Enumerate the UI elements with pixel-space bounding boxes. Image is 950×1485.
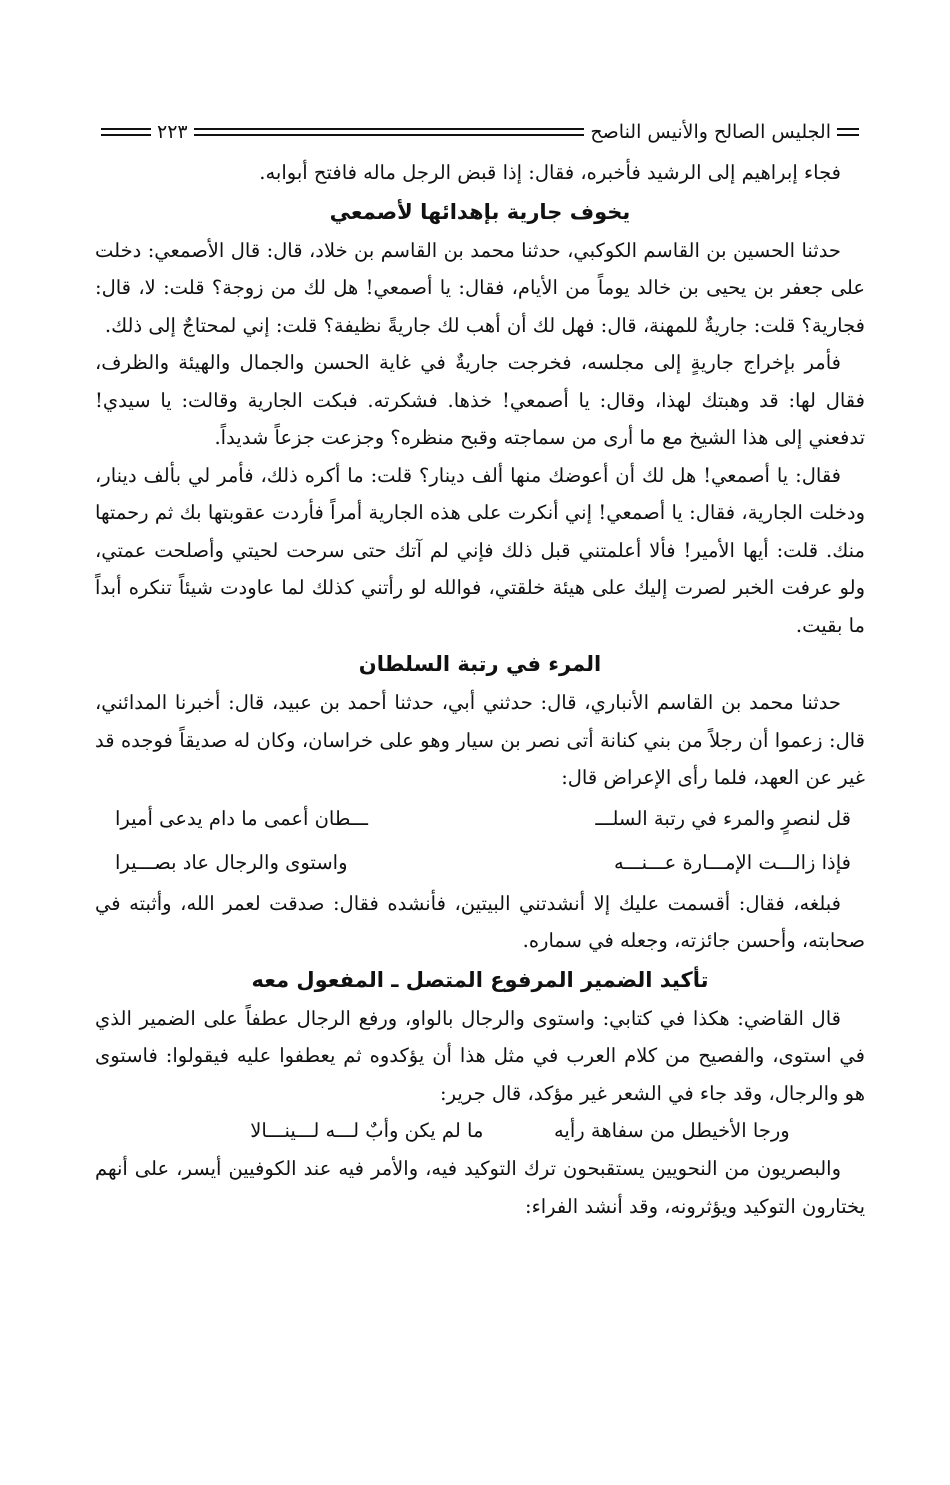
header-rule-right bbox=[837, 128, 859, 136]
header-rule-left bbox=[101, 128, 151, 136]
paragraph-2: فأمر بإخراج جاريةٍ إلى مجلسه، فخرجت جاريةٌ في غاية الحسن والجمال والهيئة والظرف، فقال لها: قد وهبتك لهذا، وقال: يا أصمعي! خذها. فشكرته. فبكت الجارية وقالت: يا سيدي! تدفعني إلى هذا الشيخ مع ما أرى من سماجته وقبح منظره؟ وجزعت جزعاً شديداً. bbox=[95, 351, 865, 449]
paragraph-3: فقال: يا أصمعي! هل لك أن أعوضك منها ألف دينار؟ قلت: ما أكره ذلك، فأمر لي بألف دينار، ودخلت الجارية، فقال: يا أصمعي! إني أنكرت على هذه الجارية أمراً فأردت عقوبتها بك ثم رحمتها منك. قلت: أيها الأمير! فألا أعلمتني قبل ذلك فإني لم آتك حتى سرحت لحيتي وأصلحت عمتي، ولو عرفت الخبر لصرت إليك على هيئة خلقتي، فوالله لو رأتني كذلك لما عاودت شيئاً تنكره أبداً ما بقيت. bbox=[95, 463, 865, 637]
book-page bbox=[95, 118, 865, 1225]
verse-3-second-hemistich: ما لم يكن وأبٌ لـــه لـــينـــالا bbox=[250, 1119, 484, 1142]
paragraph-4: حدثنا محمد بن القاسم الأنباري، قال: حدثني أبي، حدثنا أحمد بن عبيد، قال: أخبرنا المدائني، قال: زعموا أن رجلاً من بني كنانة أتى نصر بن سيار وهو على خراسان، وكان له صديقاً فوجده قد غير عن العهد، فلما رأى الإعراض قال: bbox=[95, 691, 865, 789]
verse-1-second-hemistich: ـــطان أعمى ما دام يدعى أميرا bbox=[115, 806, 369, 830]
section-heading-3: تأكيد الضمير المرفوع المتصل ـ المفعول معه bbox=[251, 967, 709, 992]
verse-3-first-hemistich: ورجا الأخيطل من سفاهة رأيه bbox=[553, 1119, 790, 1142]
header-rule-middle bbox=[194, 128, 585, 136]
paragraph-5: فبلغه، فقال: أقسمت عليك إلا أنشدتني البيتين، فأنشده فقال: صدقت لعمر الله، وأثبته في صحابته، وأحسن جائزته، وجعله في سماره. bbox=[95, 891, 865, 952]
paragraph-6: قال القاضي: هكذا في كتابي: واستوى والرجال بالواو، ورفع الرجال عطفاً على الضمير الذي في استوى، والفصيح من كلام العرب في مثل هذا أن يؤكدوه ثم يعطفوا عليه فيقولوا: فاستوى هو والرجال، وقد جاء في الشعر غير مؤكد، قال جرير: bbox=[95, 1006, 865, 1105]
verse-line-2 bbox=[95, 841, 865, 885]
verse-2-first-hemistich: فإذا زالـــت الإمـــارة عـــنـــه bbox=[614, 850, 851, 874]
book-title: الجليس الصالح والأنيس الناصح bbox=[590, 121, 831, 143]
section-heading-2: المرء في رتبة السلطان bbox=[358, 652, 602, 676]
paragraph-7: والبصريون من النحويين يستقبحون ترك التوكيد فيه، والأمر فيه عند الكوفيين أيسر، على أنهم يختارون التوكيد ويؤثرونه، وقد أنشد الفراء: bbox=[95, 1157, 865, 1218]
verse-1-first-hemistich: قل لنصرٍ والمرء في رتبة السلـــ bbox=[595, 806, 851, 830]
page-number: ٢٢٣ bbox=[157, 121, 188, 143]
verse-line-3 bbox=[95, 1112, 865, 1150]
section-heading-1: يخوف جارية بإهدائها لأصمعي bbox=[329, 199, 631, 224]
running-header bbox=[95, 118, 865, 146]
paragraph-1: حدثنا الحسين بن القاسم الكوكبي، حدثنا محمد بن القاسم بن خلاد، قال: قال الأصمعي: دخلت على جعفر بن يحيى بن خالد يوماً من الأيام، فقال: يا أصمعي! هل لك من زوجة؟ قلت: لا، قال: فجارية؟ قلت: جاريةٌ للمهنة، قال: فهل لك أن أهب لك جاريةً نظيفة؟ قلت: إني لمحتاجٌ إلى ذلك. bbox=[95, 238, 865, 337]
verse-2-second-hemistich: واستوى والرجال عاد بصـــيرا bbox=[115, 850, 348, 874]
verse-line-1 bbox=[95, 797, 865, 841]
paragraph-0: فجاء إبراهيم إلى الرشيد فأخبره، فقال: إذا قبض الرجل ماله فافتح أبوابه. bbox=[259, 161, 841, 184]
